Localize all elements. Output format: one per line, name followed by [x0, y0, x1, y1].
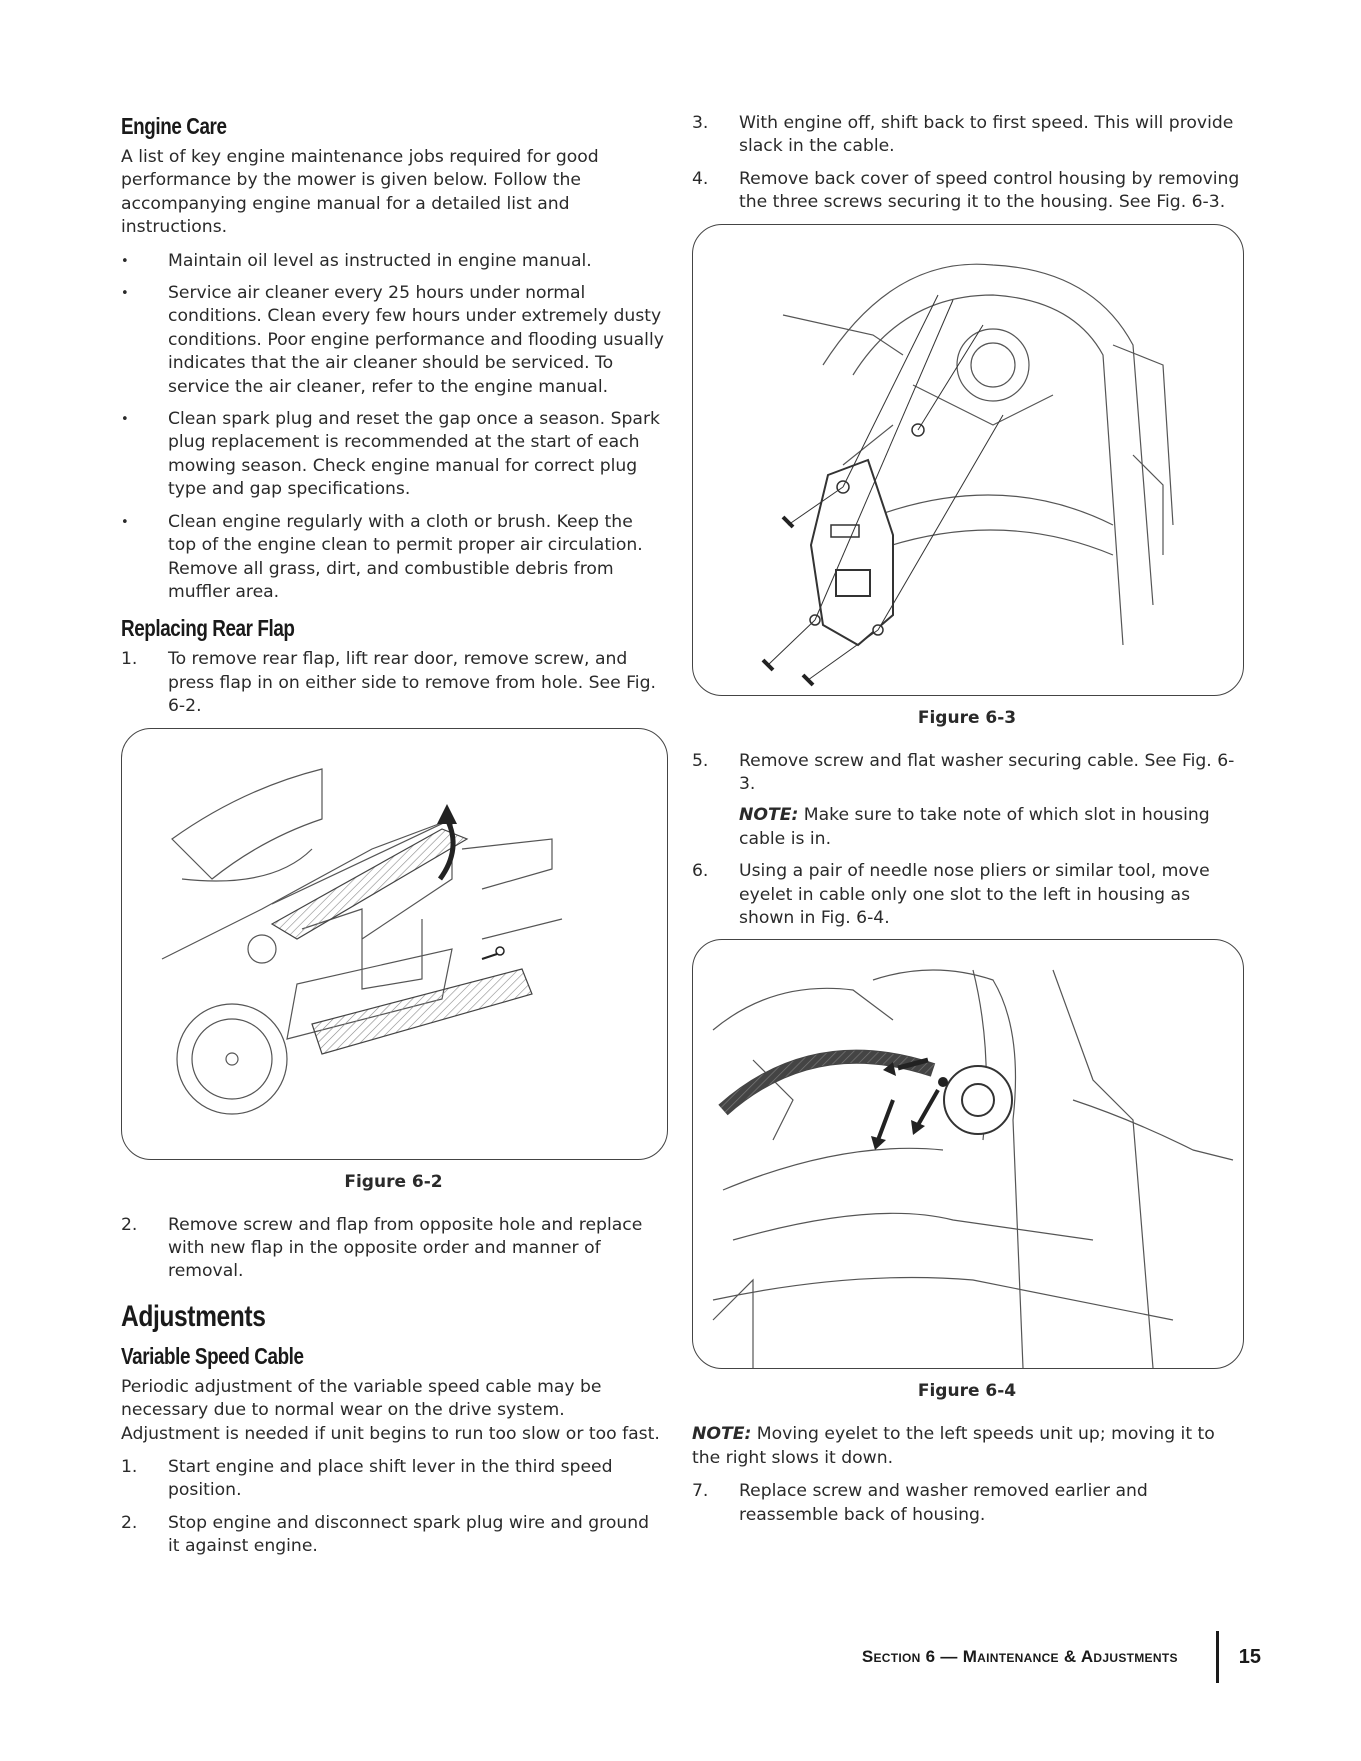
rear-flap-steps-continued [121, 1214, 666, 1284]
cable-eyelet-diagram [693, 940, 1243, 1368]
step-number: 6. [692, 861, 709, 882]
step-text: Remove screw and flap from opposite hole and replace with new flap in the opposite order and manner of removal. [168, 1214, 643, 1282]
step-number: 2. [121, 1512, 138, 1533]
step-text: Remove screw and flat washer securing cable. See Fig. 6-3. [739, 750, 1235, 795]
speed-cable-step-7 [692, 1480, 1242, 1527]
list-item [692, 750, 1242, 852]
step-number: 3. [692, 113, 709, 133]
list-item [121, 1456, 666, 1503]
list-item: • Maintain oil level as instructed in engine manual. [121, 250, 666, 273]
list-item: • Clean engine regularly with a cloth or brush. Keep the top of the engine clean to permit proper air circulation. Remove all grass, dirt, and combustible debris from muffler area. [121, 511, 666, 605]
list-item: • Clean spark plug and reset the gap once a season. Spark plug replacement is recommended at the start of each mowing season. Check engine manual for correct plug type and gap specifications. [121, 408, 666, 502]
engine-care-intro: A list of key engine maintenance jobs required for good performance by the mower is given below. Follow the accompanying engine manual for a detailed list and instructions. [121, 147, 599, 238]
step-text: To remove rear flap, lift rear door, remove screw, and press flap in on either side to remove from hole. See Fig. 6-2. [168, 649, 656, 717]
note-text: Moving eyelet to the left speeds unit up; moving it to the right slows it down. [692, 1424, 1215, 1468]
list-item [692, 168, 1242, 215]
step-number: 1. [121, 649, 138, 670]
figure-6-2-illustration [121, 728, 668, 1160]
note-text: Make sure to take note of which slot in housing cable is in. [739, 805, 1210, 849]
section-title: Section 6 — Maintenance & Adjustments [861, 1647, 1178, 1666]
step-text: With engine off, shift back to first speed. This will provide slack in the cable. [739, 113, 1234, 157]
step-number: 1. [121, 1456, 138, 1477]
figure-6-4-caption: Figure 6-4 [917, 1381, 1017, 1402]
step-text: Replace screw and washer removed earlier and reassemble back of housing. [739, 1481, 1148, 1525]
rear-flap-diagram [122, 729, 667, 1159]
note [692, 1423, 1242, 1470]
rear-flap-heading: Replacing Rear Flap [121, 615, 295, 642]
rear-flap-steps [121, 648, 666, 718]
list-item [692, 1480, 1242, 1527]
page-number: 15 [1238, 1645, 1261, 1668]
note-label: NOTE: [692, 1424, 752, 1445]
speed-cable-steps-continued [692, 112, 1242, 215]
right-column [692, 112, 1242, 1536]
engine-care-heading: Engine Care [121, 113, 227, 139]
step-number: 4. [692, 168, 709, 189]
step-text: Start engine and place shift lever in the third speed position. [168, 1456, 613, 1501]
speed-control-housing-diagram [693, 225, 1243, 695]
list-item [692, 860, 1242, 930]
adjustments-heading: Adjustments [121, 1299, 266, 1333]
step-number: 5. [692, 750, 709, 771]
list-item [121, 648, 666, 718]
step-text: Using a pair of needle nose pliers or similar tool, move eyelet in cable only one slot to the left in housing as shown in Fig. 6-4. [739, 861, 1210, 929]
note [739, 804, 1242, 851]
left-column [121, 112, 666, 1568]
figure-6-2-caption: Figure 6-2 [344, 1171, 443, 1192]
list-item [121, 1214, 666, 1284]
step-text: Remove back cover of speed control housing by removing the three screws securing it to the housing. See Fig. 6-3. [739, 168, 1240, 213]
figure-6-3-illustration [692, 224, 1244, 696]
speed-cable-intro: Periodic adjustment of the variable speed cable may be necessary due to normal wear on the drive system. Adjustment is needed if unit begins to run too slow or too fast. [121, 1376, 660, 1444]
figure-6-4-illustration [692, 939, 1244, 1369]
step-text: Stop engine and disconnect spark plug wire and ground it against engine. [168, 1512, 650, 1557]
speed-cable-steps [121, 1456, 666, 1559]
list-item: • Service air cleaner every 25 hours under normal conditions. Clean every few hours under extremely dusty conditions. Poor engine performance and flooding usually indicates that the air cleaner should be serviced. To service the air cleaner, refer to the engine manual. [121, 282, 666, 399]
note-label: NOTE: [739, 805, 799, 826]
footer-divider [1216, 1631, 1219, 1683]
speed-cable-heading: Variable Speed Cable [121, 1342, 304, 1369]
list-item [121, 1512, 666, 1559]
speed-cable-steps-5-6 [692, 750, 1242, 931]
figure-6-3-caption: Figure 6-3 [917, 707, 1017, 728]
engine-care-list [121, 250, 666, 605]
list-item [692, 112, 1242, 159]
page-footer [862, 1631, 1261, 1683]
step-number: 7. [692, 1481, 709, 1502]
step-number: 2. [121, 1214, 138, 1235]
